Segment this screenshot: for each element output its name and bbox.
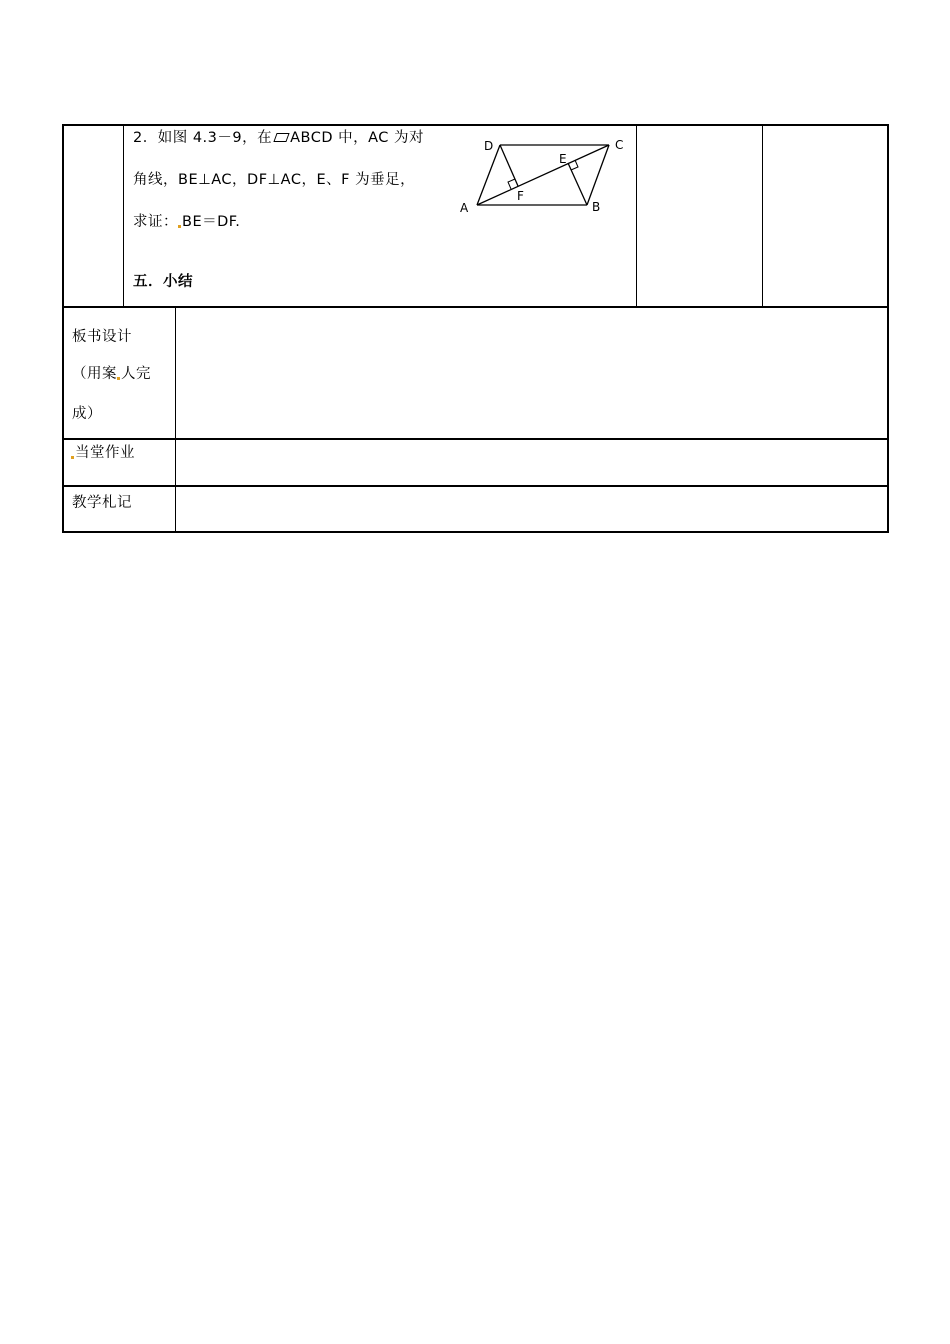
problem-line-3 — [133, 213, 240, 231]
problem-line-3-end: BE＝DF. — [182, 214, 241, 230]
problem-line-1-start: 2．如图 4.3－9，在 — [133, 130, 273, 146]
board-design-label-line-1: 板书设计 — [72, 329, 132, 345]
label-d: D — [484, 139, 494, 153]
problem-line-1-end: ABCD 中，AC 为对 — [290, 130, 425, 146]
edit-marker — [71, 456, 74, 459]
table-border-left — [62, 124, 64, 533]
edit-marker — [117, 377, 120, 380]
parallelogram-symbol — [273, 133, 289, 142]
board-design-label-line-2 — [72, 365, 151, 383]
table-border-top — [62, 124, 889, 126]
parallelogram-figure — [456, 132, 636, 218]
label-f: F — [517, 189, 524, 203]
label-col-divider — [175, 306, 176, 533]
col-divider-2 — [636, 124, 637, 307]
table-border-row2 — [62, 438, 889, 440]
summary-heading: 五．小结 — [133, 274, 193, 290]
problem-line-1 — [133, 129, 424, 147]
col-divider-3 — [762, 124, 763, 307]
notes-label: 教学札记 — [72, 495, 132, 511]
problem-line-2: 角线，BE⊥AC，DF⊥AC，E、F 为垂足， — [133, 172, 416, 188]
board-design-label-line-2-start: （用案 — [72, 366, 117, 382]
homework-label — [71, 444, 135, 462]
table-border-bottom — [62, 531, 889, 533]
label-c: C — [615, 138, 624, 152]
label-e: E — [559, 152, 567, 166]
board-design-label-line-2-end: 人完 — [121, 366, 151, 382]
table-border-right — [887, 124, 889, 533]
table-border-row3 — [62, 485, 889, 487]
col-divider-1 — [123, 124, 124, 307]
label-b: B — [592, 200, 601, 214]
edit-marker — [178, 225, 181, 228]
problem-line-3-start: 求证： — [133, 214, 178, 230]
board-design-label-line-3: 成） — [72, 406, 102, 422]
label-a: A — [460, 201, 469, 215]
homework-label-text: 当堂作业 — [75, 445, 135, 461]
table-border-row1 — [62, 306, 889, 308]
